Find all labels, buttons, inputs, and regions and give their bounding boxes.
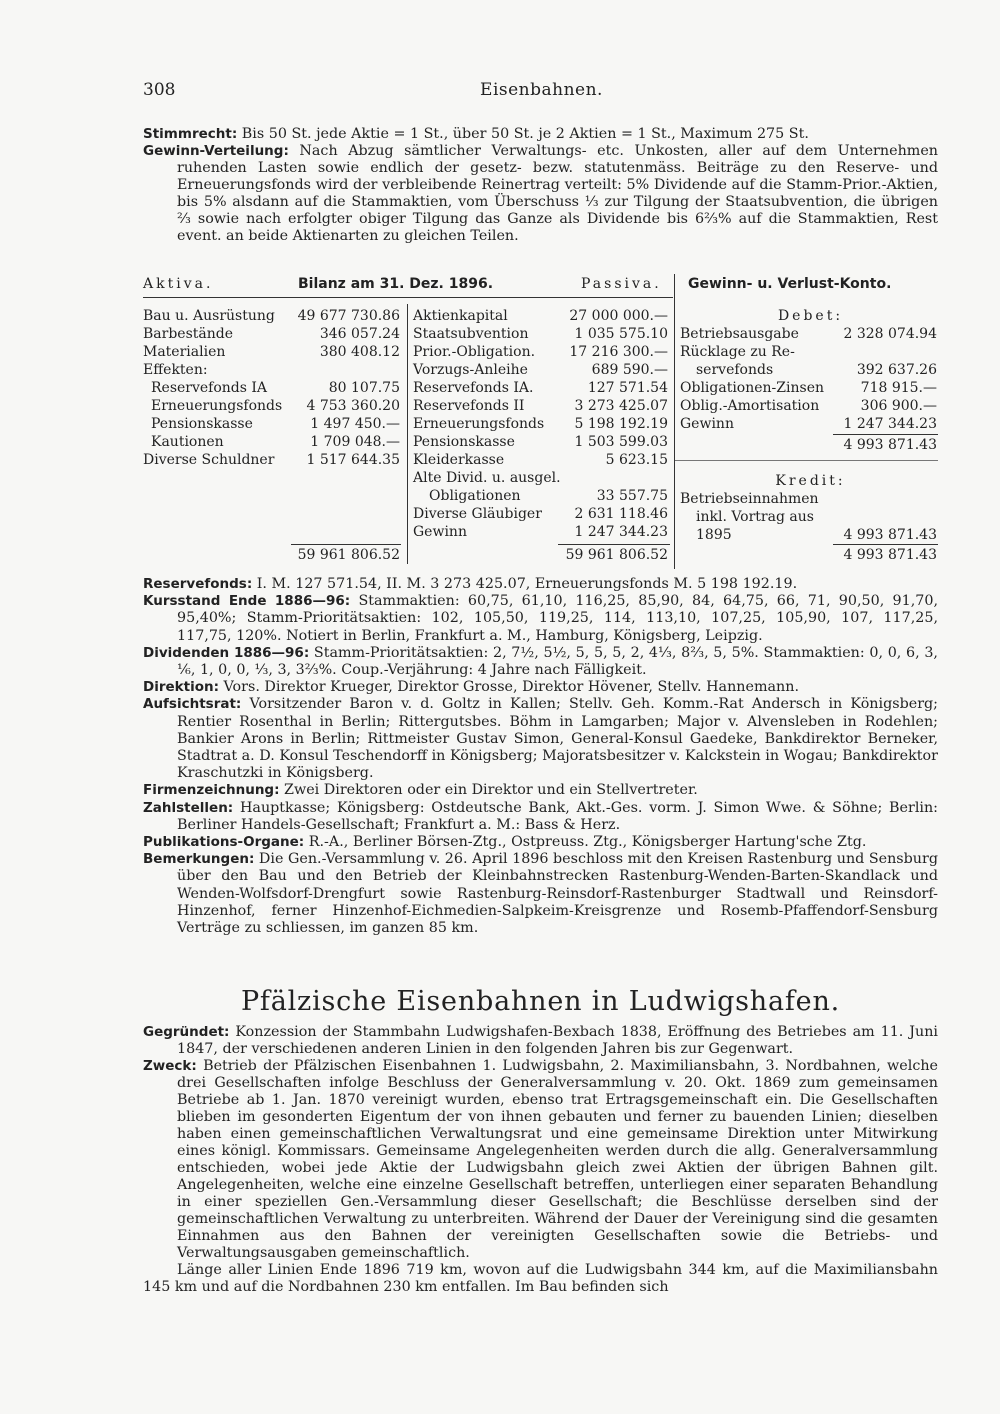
paragraph-label: Bemerkungen: [143, 851, 255, 868]
total-rule [558, 544, 670, 545]
paragraph [143, 1058, 938, 1262]
paragraph-text: Hauptkasse; Königsberg: Ostdeutsche Bank, Akt.-Ges. vorm. J. Simon Wwe. & Söhne; Berlin: Berliner Handels-Gesellschaft; Frankfurt a. M.: Bass & Herz. [177, 799, 938, 833]
balance-sheet [143, 274, 938, 574]
passiva-value-1: 1 035 575.10 [574, 326, 668, 342]
aktiva-value-6: 1 497 450.— [310, 416, 400, 432]
passiva-label-0: Aktienkapital [413, 308, 508, 324]
passiva-value-8: 5 623.15 [605, 452, 668, 468]
section-title: Pfälzische Eisenbahnen in Ludwigshafen. [240, 986, 841, 1017]
kredit-label: Kredit: [775, 473, 846, 489]
paragraph [143, 576, 938, 593]
intro-section [143, 126, 938, 245]
paragraph-text: Nach Abzug sämtlicher Verwaltungs- etc. Unkosten, aller auf dem Unternehmen ruhenden Lasten sowie endlich der gesetz- bezw. statutenmäss. Beiträge zu den Reserve- und Erneuerungsfonds wird der verbleibende Reinertrag verteilt: 5% Dividende auf die Stamm-Prior.-Aktien, bis 5% alsdann auf die Stammaktien, vom Überschuss ⅓ zur Tilgung der Staatsubvention, die übrigen ⅔ sowie nach erfolgter obiger Tilgung das Ganze als Dividende bis 6⅔% auf die Stammaktien, Rest event. an beide Aktienarten zu gleichen Teilen. [177, 143, 938, 244]
page-header [143, 80, 940, 102]
passiva-label-12: Gewinn [413, 524, 467, 540]
total-rule [291, 544, 401, 545]
paragraph-text: Bis 50 St. jede Aktie = 1 St., über 50 St. je 2 Aktien = 1 St., Maximum 275 St. [237, 126, 809, 142]
aktiva-value-4: 80 107.75 [328, 380, 400, 396]
paragraph-label: Gewinn-Verteilung: [143, 143, 289, 159]
passiva-value-2: 17 216 300.— [569, 344, 668, 360]
header-rule [143, 297, 673, 298]
column-divider [674, 274, 675, 569]
aktiva-label-4: Reservefonds IA [151, 380, 268, 396]
paragraph-text: Betrieb der Pfälzischen Eisenbahnen 1. Ludwigsbahn, 2. Maximiliansbahn, 3. Nordbahnen, welche drei Gesellschaften infolge Beschluss der Generalversammlung v. 20. Okt. 1869 zum gemeinsamen Betriebe ab 1. Jan. 1870 vereinigt wurden, ebenso trat Ertragsgemeinschaft ein. Die Gesellschaften blieben im gesonderten Eigentum der von ihnen gebauten und ferner zu bauenden Linien; dieselben haben einen gemeinschaftlichen Verwaltungsrat und eine gemeinsame Direktion unter Mitwirkung eines königl. Kommissars. Gemeinsame Angelegenheiten werden durch die allg. Generalversammlung entschieden, wobei jede Aktie der Ludwigsbahn gleich zwei Aktien der übrigen Bahnen gilt. Angelegenheiten, welche eine einzelne Gesellschaft betreffen, unterliegen einer separaten Behandlung in einer speziellen Gen.-Versammlung dieser Gesellschaft; die Beschlüsse derselben sind der gemeinschaftlichen Verwaltung zu unterbreiten. Während der Dauer der Vereinigung sind die gesamten Einnahmen aus den Bahnen der vereinigten Gesellschaften sowie die Betriebs- und Verwaltungsausgaben gemeinschaftlich. [177, 1058, 938, 1261]
paragraph-text: Zwei Direktoren oder ein Direktor und ein Stellvertreter. [279, 782, 698, 799]
paragraph-text: Die Gen.-Versammlung v. 26. April 1896 beschloss mit den Kreisen Rastenburg und Sensburg über den Bau und den Betrieb der Kleinbahnstrecken Rastenburg-Wenden-Barten-Skandlack und Wenden-Wolfsdorf-Drengfurt sowie Rastenburg-Reinsdorf-Rastenburger Stadtwall und Reinsdorf-Hinzenhof, ferner Hinzenhof-Eichmedien-Salpkeim-Kreisgrenze und Rosemb-Pfaffendorf-Sensburg Verträge zu schliessen, im ganzen 85 km. [177, 851, 938, 937]
passiva-label-10: Obligationen [429, 488, 521, 504]
paragraph-label: Kursstand Ende 1886—96: [143, 593, 351, 610]
paragraph [143, 800, 938, 834]
debet-label-0: Betriebsausgabe [680, 326, 799, 342]
passiva-label-8: Kleiderkasse [413, 452, 505, 468]
column-divider [407, 304, 408, 564]
total-rule [833, 544, 938, 545]
running-title: Eisenbahnen. [480, 80, 603, 100]
passiva-label-7: Pensionskasse [413, 434, 515, 450]
passiva-value-5: 3 273 425.07 [574, 398, 668, 414]
paragraph-text: Vorsitzender Baron v. d. Goltz in Kallen; Stellv. Geh. Komm.-Rat Andersch in Königsberg; Rentier Rosenthal in Berlin; Rittergutsbes. Böhm in Lamgarben; Major v. Alvensleben in Rodehlen; Bankier Arons in Berlin; Rittmeister Gustav Simon, General-Konsul Gaedeke, Bankdirektor Berneker, Stadtrat a. D. Konsul Teschendorff in Königsberg; Majoratsbesitzer v. Kalckstein in Wogau; Bankdirektor Kraschutzki in Königsberg. [177, 696, 938, 782]
paragraph-text: Konzession der Stammbahn Ludwigshafen-Bexbach 1838, Eröffnung des Betriebes am 11. Juni 1847, der verschiedenen anderen Linien in den folgenden Jahren bis zur Gegenwart. [177, 1024, 938, 1057]
passiva-value-12: 1 247 344.23 [574, 524, 668, 540]
passiva-label-3: Vorzugs-Anleihe [413, 362, 528, 378]
details-section [143, 576, 938, 937]
debet-label-1: Rücklage zu Re- [680, 344, 795, 360]
paragraph-text: R.-A., Berliner Börsen-Ztg., Ostpreuss. Ztg., Königsberger Hartung'sche Ztg. [304, 834, 867, 851]
aktiva-label-3: Effekten: [143, 362, 208, 378]
kredit-label-1: inkl. Vortrag aus [696, 509, 814, 525]
debet-label: Debet: [777, 308, 844, 324]
paragraph-label: Publikations-Organe: [143, 834, 305, 851]
aktiva-value-1: 346 057.24 [319, 326, 400, 342]
passiva-label-5: Reservefonds II [413, 398, 525, 414]
paragraph-label: Stimmrecht: [143, 126, 238, 142]
paragraph [143, 834, 938, 851]
debet-value-2: 392 637.26 [856, 362, 937, 378]
passiva-label-2: Prior.-Obligation. [413, 344, 536, 360]
passiva-label-11: Diverse Gläubiger [413, 506, 542, 522]
aktiva-label-6: Pensionskasse [151, 416, 253, 432]
paragraph-label: Firmenzeichnung: [143, 782, 280, 799]
aktiva-label-0: Bau u. Ausrüstung [143, 308, 275, 324]
debet-value-5: 1 247 344.23 [843, 416, 937, 432]
paragraph-label: Zahlstellen: [143, 799, 234, 816]
debet-value-4: 306 900.— [860, 398, 937, 414]
aktiva-value-2: 380 408.12 [319, 344, 400, 360]
paragraph-text: Stammaktien: 60,75, 61,10, 116,25, 85,90, 84, 64,75, 66, 71, 90,50, 91,70, 95,40%; Stamm-Prioritätsaktien: 102, 105,50, 119,25, 114, 113,10, 107,25, 105,90, 107, 117,25, 117,75, 120%. Notiert in Berlin, Frankfurt a. M., Hamburg, Königsberg, Leipzig. [177, 593, 939, 644]
paragraph [143, 645, 938, 679]
paragraph-text: Länge aller Linien Ende 1896 719 km, wovon auf die Ludwigsbahn 344 km, auf die Maximiliansbahn 145 km und auf die Nordbahnen 230 km entfallen. Im Bau befinden sich [143, 1262, 938, 1295]
kredit-total: 4 993 871.43 [843, 547, 937, 563]
debet-label-3: Obligationen-Zinsen [680, 380, 824, 396]
paragraph-label: Direktion: [143, 679, 219, 696]
aktiva-value-7: 1 709 048.— [310, 434, 400, 450]
passiva-value-4: 127 571.54 [587, 380, 668, 396]
kredit-label-2: 1895 [696, 527, 732, 543]
paragraph [143, 782, 938, 799]
pfalz-section [143, 1024, 938, 1296]
debet-label-5: Gewinn [680, 416, 734, 432]
aktiva-total: 59 961 806.52 [297, 547, 400, 563]
aktiva-label-7: Kautionen [151, 434, 224, 450]
passiva-value-7: 1 503 599.03 [574, 434, 668, 450]
paragraph-text: Stamm-Prioritätsaktien: 2, 7½, 5½, 5, 5, 5, 2, 4⅓, 8⅔, 5, 5%. Stammaktien: 0, 0, 6, 3, ⅙, 1, 0, 0, ⅓, 3, 3⅔%. Coup.-Verjährung: 4 Jahre nach Fälligkeit. [177, 644, 938, 679]
aktiva-label: Aktiva. [143, 276, 214, 292]
debet-value-3: 718 915.— [860, 380, 937, 396]
aktiva-value-8: 1 517 644.35 [306, 452, 400, 468]
aktiva-label-8: Diverse Schuldner [143, 452, 275, 468]
aktiva-label-5: Erneuerungsfonds [151, 398, 283, 414]
debet-total: 4 993 871.43 [843, 437, 937, 453]
debet-label-4: Oblig.-Amortisation [680, 398, 820, 414]
passiva-total: 59 961 806.52 [565, 547, 668, 563]
passiva-label-6: Erneuerungsfonds [413, 416, 545, 432]
kredit-label-0: Betriebseinnahmen [680, 491, 819, 507]
paragraph-label: Aufsichtsrat: [143, 696, 242, 713]
gv-title: Gewinn- u. Verlust-Konto. [688, 276, 892, 292]
passiva-label: Passiva. [581, 276, 662, 292]
paragraph-label: Dividenden 1886—96: [143, 644, 310, 661]
aktiva-value-5: 4 753 360.20 [306, 398, 400, 414]
page-number: 308 [143, 80, 176, 100]
paragraph-label: Gegründet: [143, 1024, 230, 1040]
debet-label-2: servefonds [696, 362, 774, 378]
paragraph [143, 679, 938, 696]
passiva-label-1: Staatsubvention [413, 326, 529, 342]
paragraph [143, 126, 938, 143]
paragraph-text: Vors. Direktor Krueger, Direktor Grosse, Direktor Hövener, Stellv. Hannemann. [219, 679, 799, 696]
kredit-value-2: 4 993 871.43 [843, 527, 937, 543]
passiva-value-3: 689 590.— [591, 362, 668, 378]
paragraph [143, 696, 938, 782]
paragraph [143, 143, 938, 245]
total-rule [833, 434, 938, 435]
passiva-value-10: 33 557.75 [596, 488, 668, 504]
passiva-value-0: 27 000 000.— [569, 308, 668, 324]
paragraph [143, 851, 938, 937]
passiva-value-6: 5 198 192.19 [574, 416, 668, 432]
paragraph-label: Zweck: [143, 1058, 197, 1074]
balance-title: Bilanz am 31. Dez. 1896. [298, 276, 494, 292]
paragraph [143, 1024, 938, 1058]
aktiva-label-2: Materialien [143, 344, 226, 360]
section-rule [675, 460, 938, 461]
passiva-label-4: Reservefonds IA. [413, 380, 534, 396]
passiva-label-9: Alte Divid. u. ausgel. [413, 470, 561, 486]
paragraph [143, 593, 938, 645]
passiva-value-11: 2 631 118.46 [574, 506, 668, 522]
paragraph-text: I. M. 127 571.54, II. M. 3 273 425.07, Erneuerungsfonds M. 5 198 192.19. [252, 576, 798, 592]
aktiva-label-1: Barbestände [143, 326, 233, 342]
debet-value-0: 2 328 074.94 [843, 326, 937, 342]
aktiva-value-0: 49 677 730.86 [297, 308, 400, 324]
paragraph-label: Reservefonds: [143, 576, 253, 592]
